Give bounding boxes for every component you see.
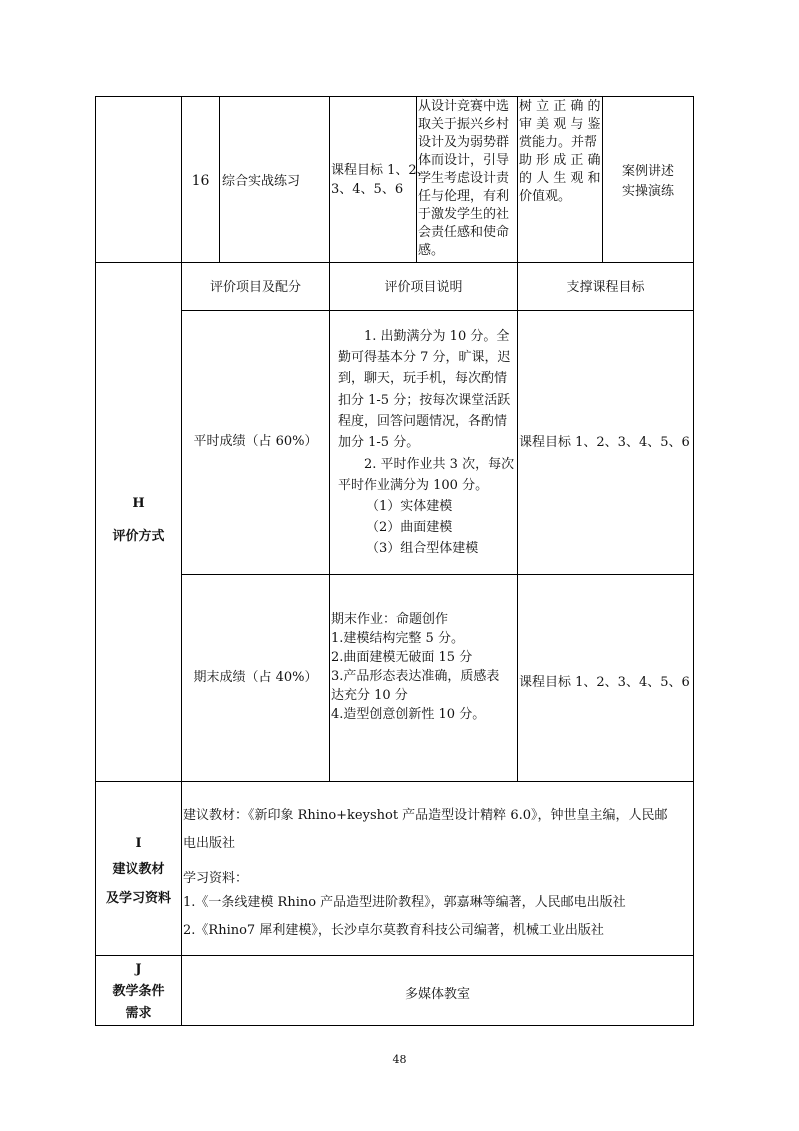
table-row-divider [181, 310, 694, 311]
final-desc-line: 期末作业：命题创作 [331, 612, 449, 627]
regular-grade-name: 平时成绩（占 60%） [193, 434, 318, 449]
final-grade-name: 期末成绩（占 40%） [193, 670, 318, 685]
regular-desc-line: 2. 平时作业共 3 次，每次 [364, 457, 515, 472]
row-method-line: 实操演练 [621, 184, 674, 199]
table-row-divider [181, 574, 694, 575]
row-content-line: 于激发学生的社 [418, 207, 510, 222]
row-goal-line: 课程目标 1、2、 [331, 163, 430, 178]
regular-desc-line: 程度，回答问题情况，各酌情 [338, 414, 508, 429]
suggested-textbook-line: 建议教材：《新印象 Rhino+keyshot 产品造型设计精粹 6.0》，钟世皇主编，人民邮 [183, 808, 668, 823]
table-row-divider [95, 955, 694, 956]
regular-goals: 课程目标 1、2、3、4、5、6 [519, 435, 690, 450]
row-number: 16 [191, 173, 210, 189]
row-content-line: 感。 [418, 243, 445, 258]
table-border-left [95, 96, 96, 1026]
table-col-divider [329, 96, 330, 782]
material-item: 2.《Rhino7 犀利建模》，长沙卓尔莫教育科技公司编著，机械工业出版社 [183, 923, 604, 938]
row-content-line: 体而设计，引导 [418, 153, 510, 168]
final-desc-line: 达充分 10 分 [331, 688, 408, 703]
conditions-value: 多媒体教室 [404, 987, 470, 1002]
row-content-line: 设计及为弱势群 [418, 135, 510, 150]
page-number: 48 [392, 1053, 407, 1066]
regular-desc-line: 平时作业满分为 100 分。 [338, 478, 489, 493]
row-content-line: 任与伦理，有利 [418, 189, 510, 204]
regular-desc-line: 扣分 1-5 分；按每次课堂活跃 [338, 393, 511, 408]
final-desc-line: 1.建模结构完整 5 分。 [331, 631, 464, 646]
eval-section-title: 评价方式 [112, 529, 165, 544]
conditions-section-letter: J [135, 962, 142, 977]
conditions-section-title: 需求 [125, 1006, 152, 1021]
final-desc-line: 3.产品形态表达准确，质感表 [331, 669, 500, 684]
row-ideology-line: 树 立 正 确 的 [519, 99, 601, 114]
row-method-line: 案例讲述 [621, 164, 674, 179]
eval-header-desc: 评价项目说明 [384, 280, 463, 295]
table-col-divider [181, 96, 182, 1026]
row-topic: 综合实战练习 [222, 174, 301, 189]
conditions-section-title: 教学条件 [112, 984, 165, 999]
textbooks-section-title: 及学习资料 [105, 891, 171, 906]
final-desc-line: 2.曲面建模无破面 15 分 [331, 650, 473, 665]
regular-desc-line: （2）曲面建模 [366, 520, 453, 535]
final-goals: 课程目标 1、2、3、4、5、6 [519, 675, 690, 690]
table-border-bottom [95, 1025, 694, 1026]
eval-header-goal: 支撑课程目标 [566, 280, 645, 295]
table-border-top [95, 96, 694, 97]
regular-desc-line: 到，聊天，玩手机，每次酌情 [338, 371, 508, 386]
eval-section-letter: H [132, 496, 145, 511]
textbooks-section-letter: I [135, 836, 142, 851]
table-col-divider [219, 96, 220, 263]
table-border-right [693, 96, 694, 1026]
row-content-line: 学生考虑设计责 [418, 171, 510, 186]
regular-desc-line: （1）实体建模 [366, 499, 453, 514]
regular-desc-line: 勤可得基本分 7 分，旷课，迟 [338, 350, 511, 365]
table-row-divider [95, 781, 694, 782]
table-col-divider [517, 96, 518, 782]
eval-header-item: 评价项目及配分 [209, 280, 301, 295]
row-ideology-line: 赏能力。并帮 [519, 135, 598, 150]
row-ideology-line: 的 人 生 观 和 [519, 171, 601, 186]
textbooks-section-title: 建议教材 [112, 862, 165, 877]
row-ideology-line: 审 美 观 与 鉴 [519, 117, 601, 132]
row-ideology-line: 助 形 成 正 确 [519, 153, 601, 168]
table-row-divider [95, 262, 694, 263]
regular-desc-line: 1. 出勤满分为 10 分。全 [364, 329, 510, 344]
material-item: 1.《一条线建模 Rhino 产品造型进阶教程》，郭嘉琳等编著，人民邮电出版社 [183, 895, 626, 910]
final-desc-line: 4.造型创意创新性 10 分。 [331, 707, 486, 722]
materials-label: 学习资料： [183, 871, 249, 886]
row-goal-line: 3、4、5、6 [331, 182, 404, 197]
suggested-textbook-line: 电出版社 [183, 836, 236, 851]
regular-desc-line: 加分 1-5 分。 [338, 435, 420, 450]
regular-desc-line: （3）组合型体建模 [366, 541, 479, 556]
row-content-line: 会责任感和使命 [418, 225, 510, 240]
row-content-line: 取关于振兴乡村 [418, 117, 510, 132]
row-content-line: 从设计竞赛中选 [418, 99, 510, 114]
row-ideology-line: 价值观。 [519, 189, 572, 204]
